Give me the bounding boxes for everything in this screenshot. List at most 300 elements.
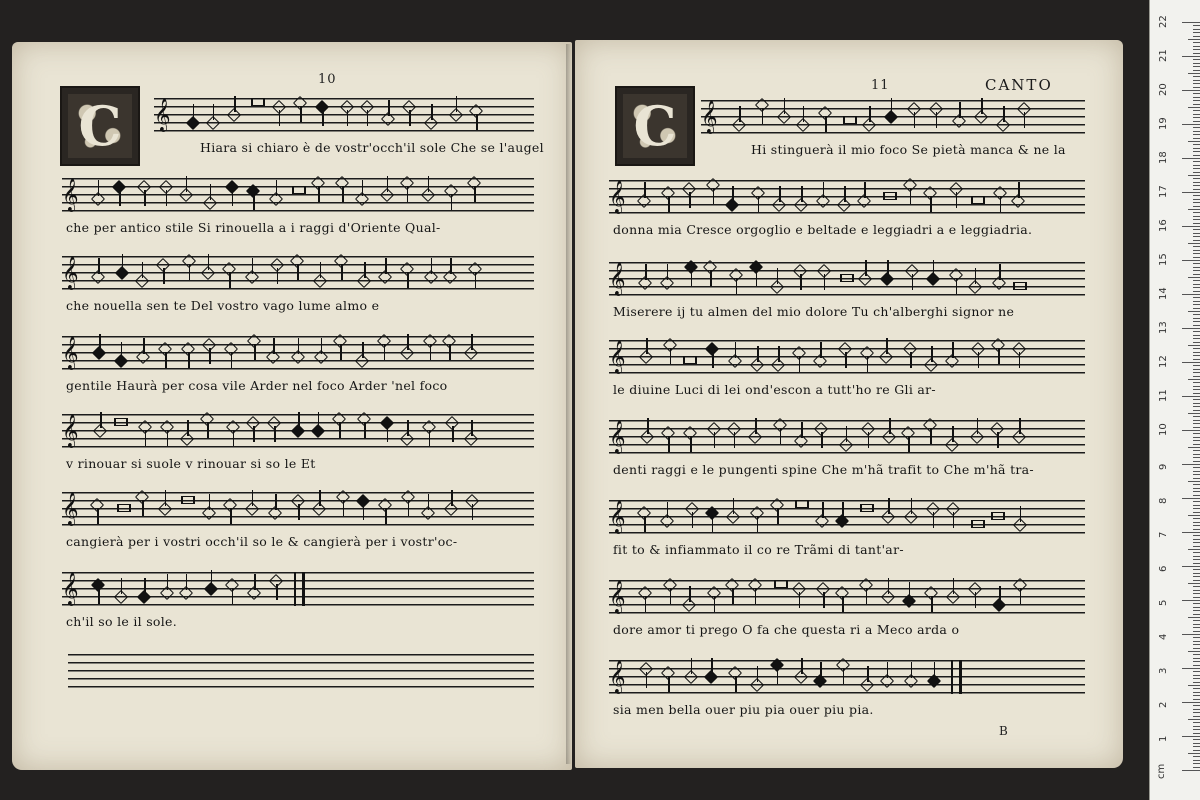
note-stem [143,338,145,354]
ruler-tick [1182,396,1200,397]
ruler-tick [1193,42,1200,43]
note-stem [975,268,977,284]
note-stem [298,412,300,428]
ruler-tick [1188,447,1200,448]
note-stem [167,430,169,446]
ruler-tick [1193,199,1200,200]
note-stem [889,418,891,434]
ruler-tick [1193,185,1200,186]
ruler-tick [1188,651,1200,652]
note-stem [472,504,474,520]
ruler-tick [1188,549,1200,550]
ruler-tick [1193,236,1200,237]
ruler-tick [1193,729,1200,730]
lyric-line: gentile Haurà per cosa vile Arder nel foco Arder 'nel foco [66,378,448,393]
ruler-label: 7 [1158,531,1169,538]
ruler-tick [1193,331,1200,332]
note-stem [910,352,912,368]
note-stem [713,188,715,204]
note-stem [276,584,278,600]
ruler-tick [1193,223,1200,224]
music-staff [609,660,1085,694]
note-stem [144,578,146,594]
note-stem [213,104,215,120]
note-stem [407,186,409,202]
ruler-tick [1193,386,1200,387]
note-stem [1000,196,1002,212]
ruler-tick [1188,107,1200,108]
note-stem [712,352,714,368]
clef-icon: 𝄞 [62,256,79,289]
ruler-tick [1193,25,1200,26]
ruler-tick [1193,525,1200,526]
ruler-tick [1188,413,1200,414]
note-stem [758,196,760,212]
ruler-tick [1193,654,1200,655]
note-stem [998,348,1000,364]
ruler-tick [1193,246,1200,247]
ruler-tick [1193,46,1200,47]
ruler-tick [1193,168,1200,169]
ruler-tick [1193,552,1200,553]
ruler-tick [1193,144,1200,145]
ruler-tick [1182,56,1200,57]
note-stem [163,268,165,284]
music-staff [609,580,1085,614]
note-stem [167,574,169,590]
music-staff [609,262,1085,296]
double-barline [294,572,305,606]
note-stem [321,338,323,354]
note-stem [842,502,844,518]
note-stem [645,596,647,612]
note [860,504,874,512]
note-stem [1019,418,1021,434]
ruler-tick [1193,155,1200,156]
note-stem [253,194,255,210]
ruler-tick [1193,59,1200,60]
note-stem [1020,588,1022,604]
note-stem [646,338,648,354]
note-stem [714,596,716,612]
note-stem [276,180,278,196]
ruler-tick [1193,97,1200,98]
note-stem [784,98,786,114]
note-stem [756,270,758,286]
ruler-tick [1193,410,1200,411]
ruler-tick [1193,297,1200,298]
ruler-tick [1182,430,1200,431]
ruler-tick [1193,505,1200,506]
ruler-tick [1193,304,1200,305]
clef-icon: 𝄞 [609,420,626,453]
ruler-tick [1193,427,1200,428]
note-stem [1024,112,1026,128]
ruler-label: 3 [1158,667,1169,674]
ruler-tick [1193,658,1200,659]
ruler-tick [1193,716,1200,717]
ruler-tick [1193,29,1200,30]
note-stem [230,508,232,524]
clef-icon: 𝄞 [62,414,79,447]
measuring-ruler [1149,0,1200,800]
ruler-tick [1193,49,1200,50]
ruler-tick [1193,454,1200,455]
ruler-tick [1193,406,1200,407]
note-stem [668,436,670,452]
ruler-tick [1193,229,1200,230]
note-stem [689,192,691,208]
note-stem [279,110,281,126]
ruler-tick [1193,219,1200,220]
ruler-tick [1193,32,1200,33]
note-stem [254,344,256,360]
note-stem [887,662,889,678]
note-stem [186,176,188,192]
ruler-tick [1193,182,1200,183]
ruler-tick [1193,760,1200,761]
ruler-tick [1193,437,1200,438]
music-staff [154,98,534,132]
note-stem [801,186,803,202]
ruler-tick [1193,444,1200,445]
note-stem [999,586,1001,602]
note-stem [122,254,124,270]
note-stem [888,578,890,594]
note-stem [298,504,300,520]
note-stem [692,512,694,528]
note-stem [824,274,826,290]
ruler-tick [1193,202,1200,203]
ruler-label: 14 [1158,287,1169,300]
ruler-tick [1193,750,1200,751]
note-stem [762,108,764,124]
note-stem [252,490,254,506]
note-stem [387,426,389,442]
ruler-tick [1193,546,1200,547]
note-stem [825,116,827,132]
ruler-tick [1193,151,1200,152]
note-stem [891,98,893,114]
note [181,496,195,504]
ruler-tick [1193,743,1200,744]
ruler-tick [1193,172,1200,173]
note-stem [209,348,211,364]
ruler-tick [1188,73,1200,74]
ruler-tick [1193,53,1200,54]
ruler-tick [1193,597,1200,598]
note-stem [408,500,410,516]
lyric-line: che per antico stile Si rinouella a i raggi d'Oriente Qual- [66,220,441,235]
ruler-tick [1193,206,1200,207]
ruler-tick [1188,583,1200,584]
ruler-label: 9 [1158,463,1169,470]
ruler-tick [1182,260,1200,261]
note-stem [384,344,386,360]
ruler-tick [1193,148,1200,149]
ruler-tick [1193,661,1200,662]
note [840,274,854,282]
note-stem [800,274,802,290]
note-stem [846,426,848,442]
note [795,500,809,508]
clef-icon: 𝄞 [609,500,626,533]
ruler-tick [1193,403,1200,404]
lyric-line: Hi stinguerà il mio foco Se pietà manca & ne la [751,142,1066,157]
note-stem [711,658,713,674]
ruler-tick [1188,209,1200,210]
ruler-tick [1182,158,1200,159]
ruler-tick [1193,488,1200,489]
ruler-tick [1193,263,1200,264]
ruler-tick [1193,325,1200,326]
note-stem [887,260,889,276]
ruler-tick [1193,178,1200,179]
note-stem [300,106,302,122]
ruler-tick [1193,461,1200,462]
note-stem [121,342,123,358]
note-stem [933,260,935,276]
ruler-tick [1193,83,1200,84]
note [114,418,128,426]
note-stem [691,270,693,286]
ruler-tick [1193,624,1200,625]
ruler-tick [1193,121,1200,122]
note-stem [431,104,433,120]
ruler-tick [1193,399,1200,400]
ruler-tick [1193,165,1200,166]
ruler-tick [1193,338,1200,339]
note-stem [820,342,822,358]
note-stem [820,662,822,678]
note-stem [712,516,714,532]
clef-icon: 𝄞 [62,492,79,525]
ruler-tick [1182,566,1200,567]
ruler-tick [1193,607,1200,608]
note-stem [801,422,803,438]
ruler-tick [1193,699,1200,700]
ruler-tick [1188,379,1200,380]
clef-icon: 𝄞 [62,178,79,211]
note-stem [644,182,646,198]
note-stem [739,106,741,122]
ruler-tick [1193,542,1200,543]
lyric-line: Miserere ij tu almen del mio dolore Tu ch'alberghi signor ne [613,304,1015,319]
note-stem [777,668,779,684]
ruler-tick [1193,535,1200,536]
ruler-tick [1193,359,1200,360]
lyric-line: le diuine Luci di lei ond'escon a tutt'ho re Gli ar- [613,382,936,397]
note-stem [668,196,670,212]
note-stem [209,494,211,510]
music-staff [609,180,1085,214]
note-stem [340,344,342,360]
ruler-tick [1193,355,1200,356]
ruler-tick [1193,614,1200,615]
ruler-tick [1193,314,1200,315]
note-stem [956,278,958,294]
ruler-tick [1193,539,1200,540]
note-stem [450,258,452,274]
ruler-tick [1193,705,1200,706]
ruler-tick [1193,512,1200,513]
ruler-tick [1193,233,1200,234]
note-stem [780,428,782,444]
note-stem [735,676,737,692]
music-staff [609,500,1085,534]
note-stem [646,672,648,688]
ruler-tick [1188,515,1200,516]
ruler-tick [1193,80,1200,81]
note-stem [119,190,121,206]
note-stem [644,516,646,532]
decorated-initial [60,86,140,166]
ruler-tick [1193,280,1200,281]
ruler-tick [1193,287,1200,288]
ruler-tick [1193,253,1200,254]
ruler-tick [1193,76,1200,77]
ruler-tick [1193,189,1200,190]
note [774,580,788,588]
ruler-tick [1193,250,1200,251]
note-stem [273,338,275,354]
note-stem [779,186,781,202]
note-stem [757,346,759,362]
note-stem [318,412,320,428]
ruler-tick [1188,141,1200,142]
ruler-tick [1193,87,1200,88]
note-stem [322,110,324,126]
clef-icon: 𝄞 [701,100,718,133]
ruler-tick [1182,600,1200,601]
note-stem [823,592,825,608]
note-stem [910,188,912,204]
ruler-tick [1193,471,1200,472]
ruler-tick [1188,277,1200,278]
ruler-tick [1193,767,1200,768]
note-stem [407,272,409,288]
page-number: 11 [871,78,890,93]
ruler-tick [1193,501,1200,502]
ruler-tick [1193,301,1200,302]
note-stem [930,428,932,444]
ruler-tick [1193,291,1200,292]
ruler-tick [1193,393,1200,394]
lyric-line: fit to & infiammato il co re Trãmi di tant'ar- [613,542,904,557]
clef-icon: 𝄞 [609,660,626,693]
ruler-tick [1193,308,1200,309]
note-stem [981,98,983,114]
ruler-tick [1193,610,1200,611]
ruler-tick [1193,573,1200,574]
note [843,116,857,124]
ruler-tick [1193,746,1200,747]
ruler-tick [1193,474,1200,475]
ruler-tick [1193,321,1200,322]
ruler-tick [1193,569,1200,570]
note-stem [275,494,277,510]
note-stem [866,588,868,604]
lyric-line: v rinouar si suole v rinouar si so le Et [66,456,316,471]
ruler-tick [1188,311,1200,312]
note-stem [319,490,321,506]
ruler-tick [1193,270,1200,271]
ruler-tick [1182,362,1200,363]
note-stem [868,432,870,448]
ruler-tick [1193,450,1200,451]
clef-icon: 𝄞 [609,180,626,213]
music-staff [609,340,1085,374]
music-staff [62,178,534,212]
note-stem [959,102,961,118]
ruler-tick [1182,294,1200,295]
initial-letter: C [68,94,132,158]
ruler-tick [1193,508,1200,509]
note-stem [121,578,123,594]
note-stem [710,270,712,286]
note-stem [714,432,716,448]
ruler-tick [1193,529,1200,530]
note-stem [342,186,344,202]
note-stem [801,658,803,674]
ruler-tick [1182,22,1200,23]
music-staff [609,420,1085,454]
note-stem [667,264,669,280]
note-stem [803,106,805,122]
ruler-label: 12 [1158,355,1169,368]
ruler-label: 17 [1158,185,1169,198]
ruler-tick [1193,457,1200,458]
ruler-label: 15 [1158,253,1169,266]
note-stem [911,498,913,514]
note-stem [364,422,366,438]
note-stem [645,264,647,280]
ruler-tick [1193,369,1200,370]
decorated-initial [615,86,695,166]
note-stem [670,588,672,604]
note-stem [911,662,913,678]
note-stem [933,512,935,528]
ruler-tick [1193,467,1200,468]
note-stem [388,100,390,116]
ruler-tick [1193,641,1200,642]
note-stem [165,490,167,506]
ruler-tick [1193,138,1200,139]
note-stem [186,574,188,590]
note-stem [843,668,845,684]
note-stem [211,570,213,586]
note-stem [953,512,955,528]
note-stem [471,334,473,350]
note-stem [931,346,933,362]
ruler-tick [1193,478,1200,479]
note-stem [732,588,734,604]
ruler-tick [1193,382,1200,383]
note [683,356,697,364]
ruler-label: 5 [1158,599,1169,606]
note-stem [187,420,189,436]
note-stem [232,190,234,206]
ruler-tick [1193,212,1200,213]
ruler-tick [1193,117,1200,118]
note-stem [823,182,825,198]
note-stem [449,344,451,360]
note-stem [430,344,432,360]
ruler-tick [1193,688,1200,689]
note-stem [867,666,869,682]
note-stem [757,516,759,532]
note-stem [451,194,453,210]
